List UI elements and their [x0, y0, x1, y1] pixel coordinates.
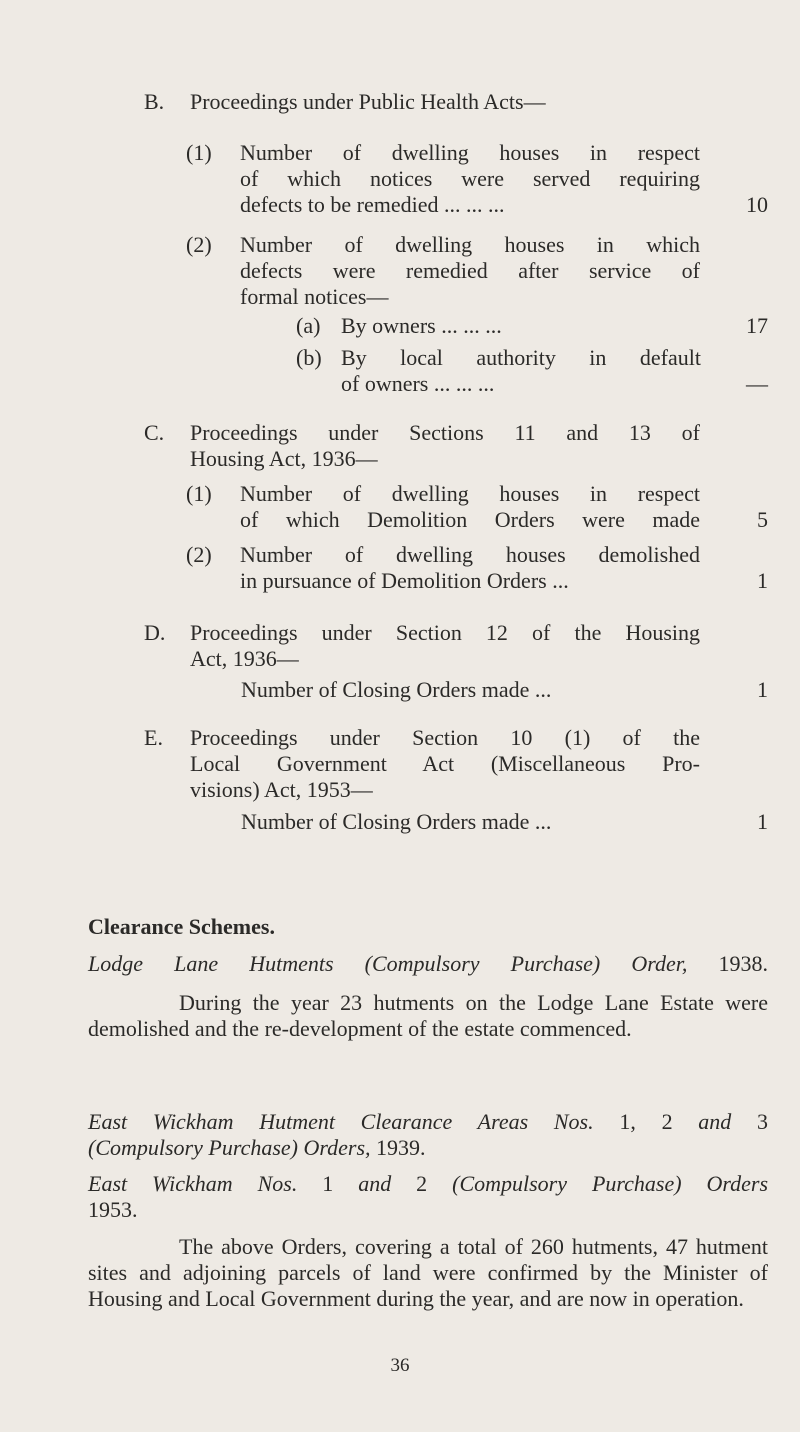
order-heading: East Wickham Hutment Clearance Areas Nos. 1, 2 and 3 — [88, 1109, 769, 1134]
row-value: 1 — [757, 809, 768, 834]
order-heading: Lodge Lane Hutments (Compulsory Purchase) Order, 1938. — [88, 951, 768, 976]
item-number: (1) — [186, 481, 212, 506]
sub-item-label: (b) — [296, 345, 322, 370]
order-heading: 1953. — [88, 1197, 138, 1222]
item-text: Number of dwelling houses in respect of which notices were served requiring defects to be remedied ... ... ... — [240, 140, 700, 217]
section-b-label: B. — [144, 89, 165, 114]
section-d-heading: Proceedings under Section 12 of the Housing Act, 1936— — [190, 620, 700, 671]
sub-item-text: of owners ... ... ... — [341, 371, 495, 396]
section-d-label: D. — [144, 620, 166, 645]
section-b-heading: Proceedings under Public Health Acts— — [190, 89, 546, 114]
row-text: Number of Closing Orders made ... — [241, 677, 552, 702]
item-value: 1 — [757, 568, 768, 593]
sub-item-label: (a) — [296, 313, 321, 338]
sub-item-value: 17 — [746, 313, 768, 338]
section-c-heading: Proceedings under Sections 11 and 13 of Housing Act, 1936— — [190, 420, 700, 471]
clearance-schemes-title: Clearance Schemes. — [88, 914, 275, 939]
section-e-label: E. — [144, 725, 163, 750]
item-value: 5 — [757, 507, 768, 532]
sub-item-value: — — [746, 371, 768, 396]
item-value: 10 — [746, 192, 768, 217]
item-number: (1) — [186, 140, 212, 165]
row-text: Number of Closing Orders made ... — [241, 809, 552, 834]
paragraph: During the year 23 hutments on the Lodge Lane Estate were demolished and the re-development of the estate commenced. — [88, 990, 768, 1041]
sub-item-text: By owners ... ... ... — [341, 313, 502, 338]
item-text: Number of dwelling houses in which defects were remedied after service of formal notices— — [240, 232, 700, 309]
section-c-label: C. — [144, 420, 165, 445]
item-number: (2) — [186, 232, 212, 257]
item-text: Number of dwelling houses demolished in pursuance of Demolition Orders ... — [240, 542, 700, 593]
page-number: 36 — [390, 1355, 410, 1376]
section-e-heading: Proceedings under Section 10 (1) of the Local Government Act (Miscellaneous Pro- visions) Act, 1953— — [190, 725, 700, 802]
order-heading: East Wickham Nos. 1 and 2 (Compulsory Purchase) Orders — [88, 1171, 769, 1196]
item-text: Number of dwelling houses in respect of which Demolition Orders were made — [240, 481, 700, 532]
paragraph: The above Orders, covering a total of 260 hutments, 47 hutment sites and adjoining parcels of land were confirmed by the Minister of Housing and Local Government during the year, and are now in operation. — [88, 1234, 768, 1311]
item-number: (2) — [186, 542, 212, 567]
order-heading: (Compulsory Purchase) Orders, 1939. — [88, 1135, 426, 1160]
sub-item-text: By local authority in default — [341, 345, 701, 370]
row-value: 1 — [757, 677, 768, 702]
